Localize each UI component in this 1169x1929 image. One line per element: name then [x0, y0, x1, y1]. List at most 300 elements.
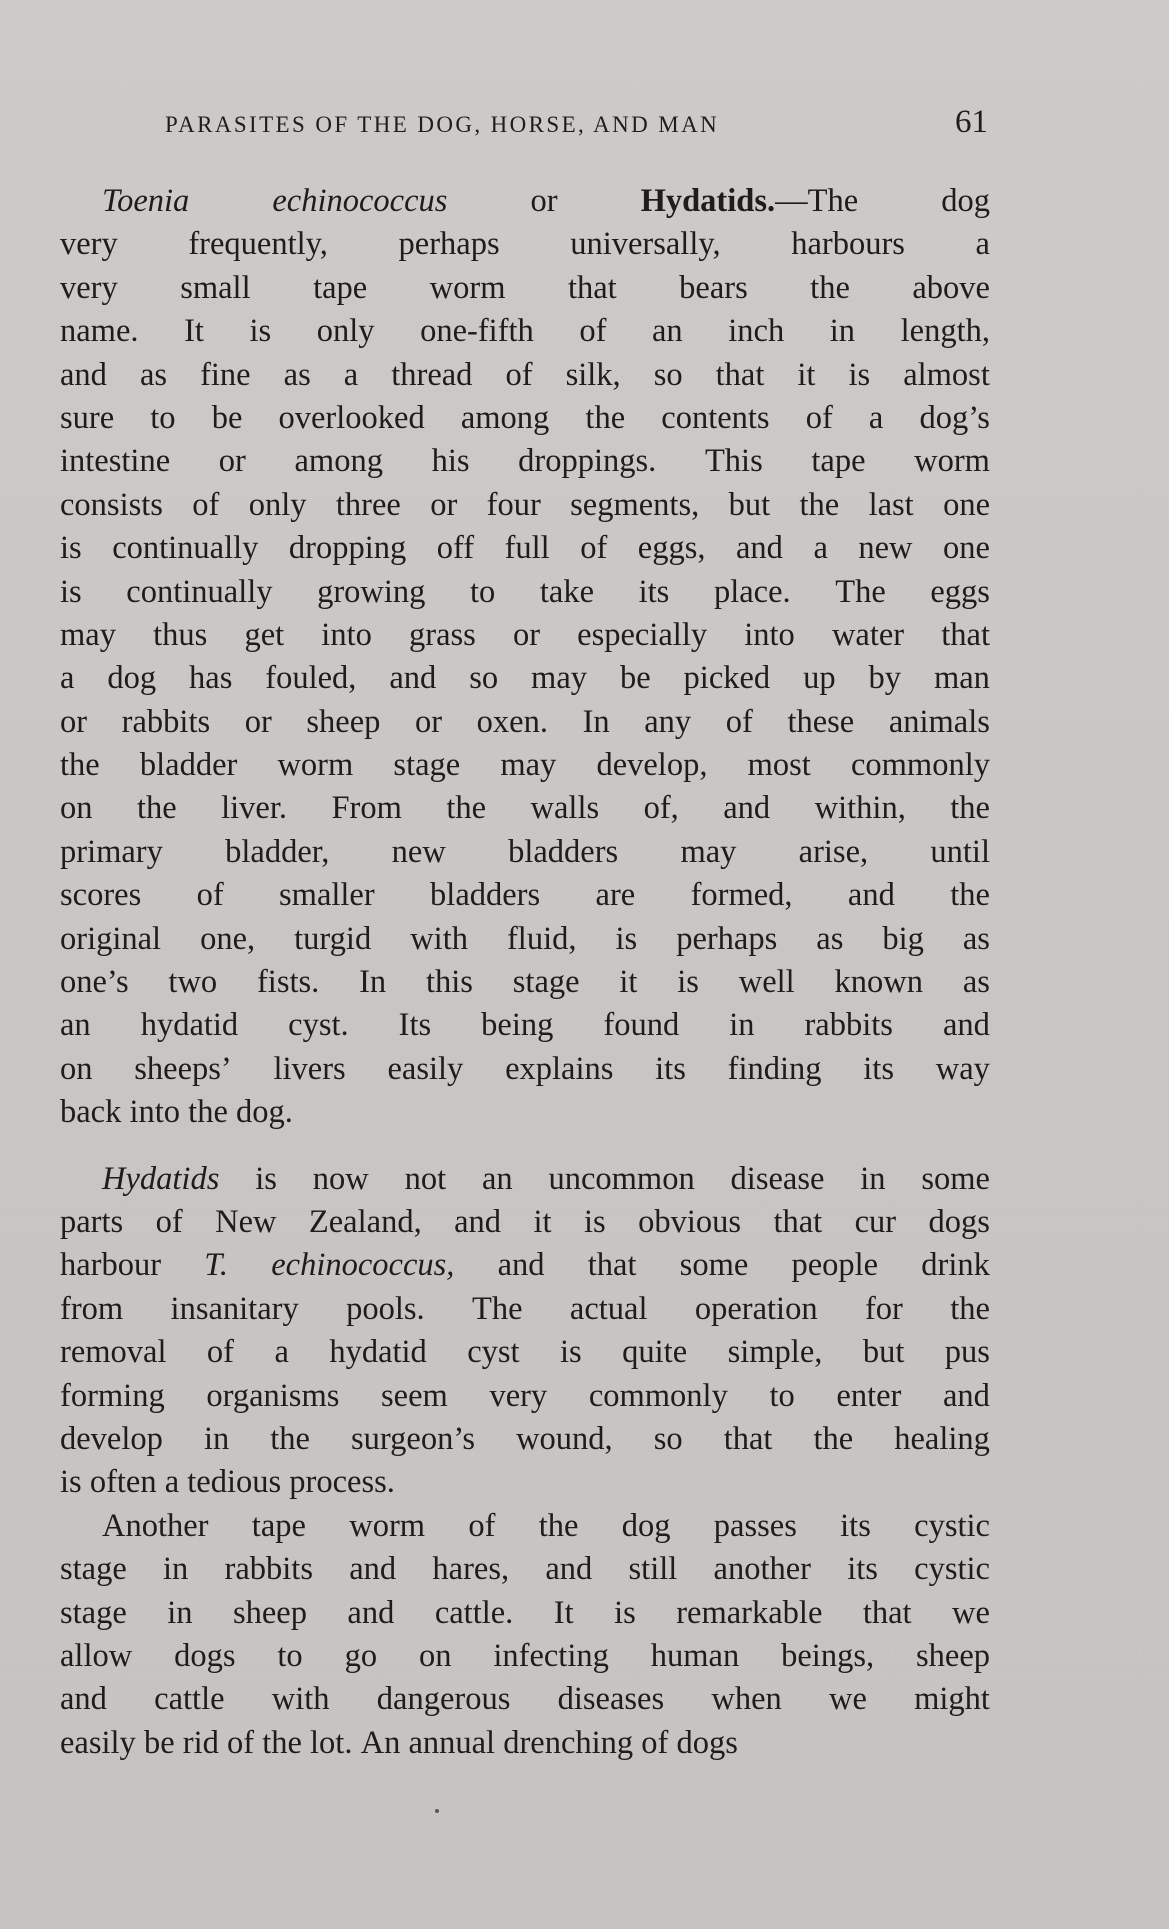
word: continually: [126, 573, 273, 610]
word: Hydatids: [102, 1160, 220, 1197]
word: its: [840, 1507, 871, 1544]
word: bears: [679, 269, 748, 306]
text-line: [60, 571, 990, 614]
text-line: [60, 440, 990, 483]
word: sheep: [306, 703, 381, 740]
text-line: [60, 701, 990, 744]
word: scores: [60, 877, 142, 914]
word-space: [254, 1722, 262, 1765]
text-line: [60, 1201, 990, 1244]
word: is: [60, 573, 82, 610]
word: on: [418, 1637, 452, 1674]
text-line: [60, 1592, 990, 1635]
text-line: [60, 354, 990, 397]
word: or: [60, 703, 88, 740]
word: It: [184, 313, 204, 350]
word-space: [352, 1722, 360, 1765]
word: growing: [317, 573, 426, 610]
word: a: [813, 530, 828, 567]
word: fine: [200, 356, 251, 393]
word: eggs,: [637, 530, 706, 567]
word: pools.: [346, 1290, 425, 1327]
word: of: [641, 1724, 669, 1761]
word: people: [791, 1247, 879, 1284]
word: up: [803, 660, 836, 697]
word: is: [249, 313, 272, 350]
word: formed,: [690, 877, 793, 914]
word: diseases: [557, 1681, 665, 1718]
word: enter: [836, 1377, 902, 1414]
word: of: [580, 530, 608, 567]
word: fists.: [256, 964, 320, 1001]
word: overlooked: [278, 399, 425, 436]
word: that: [567, 269, 617, 306]
word: a: [975, 226, 990, 263]
word: is: [677, 964, 699, 1001]
word: of: [468, 1507, 496, 1544]
word: liver.: [221, 790, 288, 827]
word: on: [60, 1050, 93, 1087]
word: only: [248, 486, 307, 523]
word: length,: [900, 313, 990, 350]
text-line: [60, 1244, 990, 1287]
word: picked: [683, 660, 771, 697]
word: way: [935, 1050, 990, 1087]
word: some: [679, 1247, 749, 1284]
word: the: [446, 790, 487, 827]
word: name.: [60, 313, 139, 350]
text-line: [60, 1418, 990, 1461]
word: that: [715, 356, 765, 393]
word: one’s: [60, 964, 129, 1001]
word: harbour: [60, 1247, 162, 1284]
word: quite: [622, 1334, 688, 1371]
word: primary: [60, 833, 163, 870]
word: is: [583, 1203, 606, 1240]
word-space: [136, 1722, 144, 1765]
word: harbours: [791, 226, 905, 263]
word: may: [531, 660, 588, 697]
word: In: [582, 703, 610, 740]
word: pus: [944, 1334, 990, 1371]
word: so: [653, 1420, 683, 1457]
word: droppings.: [518, 443, 657, 480]
word: lot.: [310, 1724, 353, 1761]
text-line: [60, 1635, 990, 1678]
word: bladder: [139, 747, 238, 784]
word: smaller: [279, 877, 375, 914]
word: echinococcus: [272, 183, 448, 219]
text-line: [60, 527, 990, 570]
word: sheep: [232, 1594, 307, 1631]
text-line: [60, 1722, 990, 1765]
word: livers: [273, 1050, 346, 1087]
word: continually: [112, 530, 259, 567]
word: rid: [182, 1724, 219, 1761]
word: for: [864, 1290, 903, 1327]
word: the: [270, 1420, 310, 1457]
word: an: [652, 313, 683, 350]
word: its: [638, 573, 670, 610]
text-line: [60, 614, 990, 657]
word: that: [862, 1594, 912, 1631]
text-line: [60, 657, 990, 700]
word: might: [914, 1681, 990, 1718]
word: cyst: [467, 1334, 520, 1371]
word: of: [206, 1334, 234, 1371]
paragraph-another-tape-worm: [60, 1505, 990, 1765]
text-line: [60, 874, 990, 917]
word: echinococcus,: [271, 1247, 455, 1284]
word: its: [655, 1050, 686, 1087]
word: or: [218, 443, 246, 480]
word: may: [500, 747, 557, 784]
word: in: [860, 1160, 886, 1197]
word-space: [180, 1091, 188, 1134]
word: hydatid: [140, 1007, 239, 1044]
word: walls: [530, 790, 600, 827]
word: wound,: [516, 1420, 613, 1457]
word: as: [283, 356, 311, 393]
word: last: [868, 486, 914, 523]
word: cattle: [154, 1681, 225, 1718]
word: this: [426, 964, 473, 1001]
word-space: [228, 1091, 236, 1134]
word: it: [619, 964, 638, 1001]
word: when: [711, 1681, 782, 1718]
word: simple,: [727, 1334, 823, 1371]
text-line: [60, 1678, 990, 1721]
word: has: [189, 660, 233, 697]
word: obvious: [638, 1203, 742, 1240]
word: stage: [60, 1594, 127, 1631]
text-line: [60, 1048, 990, 1091]
word: dogs: [928, 1203, 990, 1240]
word: into: [321, 616, 372, 653]
word: T.: [204, 1247, 229, 1284]
word: grass: [409, 616, 476, 653]
word: bladders: [430, 877, 541, 914]
word: often: [89, 1464, 157, 1501]
word: so: [469, 660, 499, 697]
word: tape: [811, 443, 866, 480]
word: is: [848, 356, 871, 393]
word: new: [391, 833, 446, 870]
word: finding: [727, 1050, 822, 1087]
word: of: [226, 1724, 255, 1761]
word: big: [882, 920, 924, 957]
word: It: [553, 1594, 574, 1631]
word: perhaps: [676, 920, 778, 957]
word: rabbits: [224, 1551, 313, 1588]
word: dog: [621, 1507, 671, 1544]
word: Another: [102, 1507, 209, 1544]
word: cystic: [914, 1551, 990, 1588]
word-space: [121, 1091, 129, 1134]
word: operation: [694, 1290, 818, 1327]
word: most: [747, 747, 811, 784]
word: it: [533, 1203, 552, 1240]
word: a: [343, 356, 359, 393]
word: with: [271, 1681, 330, 1718]
word: but: [862, 1334, 905, 1371]
word: but: [728, 486, 771, 523]
word: is: [60, 530, 82, 567]
word: dog: [941, 183, 990, 219]
word: Toenia: [102, 183, 190, 219]
word: full: [504, 530, 550, 567]
word: worm: [349, 1507, 426, 1544]
text-line: [60, 831, 990, 874]
word: the: [813, 1420, 854, 1457]
word: one: [943, 486, 990, 523]
word: be: [211, 399, 243, 436]
word: in: [829, 313, 856, 350]
word: and: [943, 1377, 990, 1414]
word: and: [545, 1551, 593, 1588]
word-space: [219, 1722, 227, 1765]
word: among: [460, 399, 550, 436]
text-line: [60, 397, 990, 440]
text-line: [60, 310, 990, 353]
word: worm: [914, 443, 990, 480]
word: Its: [398, 1007, 432, 1044]
word: from: [60, 1290, 124, 1327]
word: organisms: [206, 1377, 340, 1414]
word: off: [436, 530, 475, 567]
word: with: [410, 920, 468, 957]
word: and: [349, 1551, 397, 1588]
word-space: [82, 1461, 90, 1504]
word: the: [136, 790, 177, 827]
word: dogs: [676, 1724, 738, 1761]
word: especially: [577, 616, 708, 653]
word: bladders: [508, 833, 619, 870]
word: these: [787, 703, 855, 740]
word: may: [60, 616, 116, 653]
word: the: [950, 790, 990, 827]
word-space: [668, 1722, 676, 1765]
word: its: [863, 1050, 894, 1087]
word: bladder,: [225, 833, 330, 870]
word: into: [744, 616, 795, 653]
text-line: [60, 1288, 990, 1331]
word: seem: [381, 1377, 448, 1414]
word: very: [489, 1377, 548, 1414]
word: that: [587, 1247, 637, 1284]
word: the: [60, 747, 100, 784]
word: of: [196, 877, 224, 914]
word: now: [312, 1160, 369, 1197]
word: annual: [408, 1724, 496, 1761]
word: silk,: [565, 356, 621, 393]
word: and: [847, 877, 895, 914]
word: passes: [713, 1507, 797, 1544]
word: an: [481, 1160, 513, 1197]
word: we: [952, 1594, 990, 1631]
word: still: [628, 1551, 678, 1588]
word-space: [157, 1461, 165, 1504]
word: of: [805, 399, 833, 436]
word: being: [481, 1007, 554, 1044]
text-line: [60, 1461, 990, 1504]
word-space: [495, 1722, 503, 1765]
word: cystic: [914, 1507, 990, 1544]
word: well: [738, 964, 795, 1001]
word: sure: [60, 399, 115, 436]
word: remarkable: [676, 1594, 823, 1631]
text-line: [60, 744, 990, 787]
word: rabbits: [804, 1007, 893, 1044]
word: very: [60, 269, 118, 306]
word: arise,: [798, 833, 869, 870]
word: take: [539, 573, 595, 610]
word: is: [60, 1464, 82, 1501]
word: and: [497, 1247, 545, 1284]
word: get: [244, 616, 285, 653]
word: one-fifth: [420, 313, 534, 350]
word-space: [281, 1461, 289, 1504]
word: only: [316, 313, 375, 350]
word: rabbits: [121, 703, 211, 740]
word: of: [505, 356, 533, 393]
word: one: [943, 530, 990, 567]
word: thus: [153, 616, 208, 653]
running-head: [165, 104, 988, 144]
word-space: [179, 1461, 187, 1504]
word: in: [729, 1007, 755, 1044]
word: explains: [505, 1050, 614, 1087]
word: by: [868, 660, 902, 697]
word: dog: [107, 660, 157, 697]
word: its: [847, 1551, 878, 1588]
word: stage: [512, 964, 580, 1001]
word: and: [60, 356, 107, 393]
word: within,: [814, 790, 906, 827]
word: the: [538, 1507, 579, 1544]
word: we: [828, 1681, 867, 1718]
word: in: [167, 1594, 193, 1631]
word: in: [163, 1551, 189, 1588]
word: on: [60, 790, 93, 827]
word: the: [188, 1094, 228, 1131]
word: contents: [661, 399, 770, 436]
word: above: [912, 269, 990, 306]
word: two: [168, 964, 218, 1001]
word: the: [262, 1724, 302, 1761]
word: not: [404, 1160, 447, 1197]
text-line: [60, 1375, 990, 1418]
word: as: [962, 964, 990, 1001]
text-line: [60, 787, 990, 830]
word: and: [723, 790, 771, 827]
word: one,: [200, 920, 256, 957]
word: as: [816, 920, 844, 957]
word: to: [769, 1377, 795, 1414]
word: beings,: [781, 1637, 875, 1674]
word: that: [941, 616, 990, 653]
word: develop,: [596, 747, 708, 784]
word: another: [713, 1551, 811, 1588]
page-number: 61: [955, 104, 988, 140]
word: dog’s: [919, 399, 990, 436]
word: The: [472, 1290, 523, 1327]
word: and: [389, 660, 437, 697]
word: or: [415, 703, 443, 740]
word: be: [619, 660, 651, 697]
text-line: [60, 1505, 990, 1548]
word: fluid,: [506, 920, 577, 957]
word: original: [60, 920, 162, 957]
word: go: [344, 1637, 378, 1674]
word: and: [454, 1203, 502, 1240]
word: dogs: [174, 1637, 236, 1674]
word: or: [512, 616, 541, 653]
word: drenching: [503, 1724, 634, 1761]
paragraph-hydatids-intro: [60, 180, 990, 1135]
word: and: [347, 1594, 395, 1631]
word: healing: [894, 1420, 990, 1457]
word: it: [797, 356, 816, 393]
word: water: [831, 616, 905, 653]
word: three: [335, 486, 401, 523]
word: an: [60, 1007, 91, 1044]
word: intestine: [60, 443, 171, 480]
word: actual: [569, 1290, 648, 1327]
word: found: [603, 1007, 680, 1044]
word: very: [60, 226, 118, 263]
word: oxen.: [476, 703, 548, 740]
word: From: [331, 790, 402, 827]
word: perhaps: [398, 226, 500, 263]
word: hydatid: [329, 1334, 427, 1371]
word: of: [725, 703, 753, 740]
word: eggs: [930, 573, 990, 610]
word: tape: [251, 1507, 306, 1544]
word: animals: [888, 703, 990, 740]
word: fouled,: [265, 660, 357, 697]
word: of: [155, 1203, 183, 1240]
text-line: [60, 1158, 990, 1201]
word: allow: [60, 1637, 133, 1674]
word: place.: [713, 573, 791, 610]
word: and: [60, 1681, 107, 1718]
page-speck: [435, 1809, 439, 1813]
word: or: [244, 703, 272, 740]
text-line: [60, 1004, 990, 1047]
word: of: [579, 313, 607, 350]
word: is: [560, 1334, 582, 1371]
word: the: [799, 486, 840, 523]
word: so: [653, 356, 683, 393]
word: drink: [921, 1247, 990, 1284]
word: as: [139, 356, 168, 393]
word: sheep: [916, 1637, 990, 1674]
word: is: [615, 920, 638, 957]
word: the: [950, 877, 990, 914]
text-line: [60, 961, 990, 1004]
word: a: [60, 660, 75, 697]
word: a: [868, 399, 884, 436]
word: back: [60, 1094, 122, 1131]
word: his: [431, 443, 470, 480]
word: and: [736, 530, 783, 567]
word: almost: [903, 356, 990, 393]
word: the: [810, 269, 850, 306]
text-line: [60, 1091, 990, 1134]
word: New: [215, 1203, 277, 1240]
word: worm: [429, 269, 506, 306]
